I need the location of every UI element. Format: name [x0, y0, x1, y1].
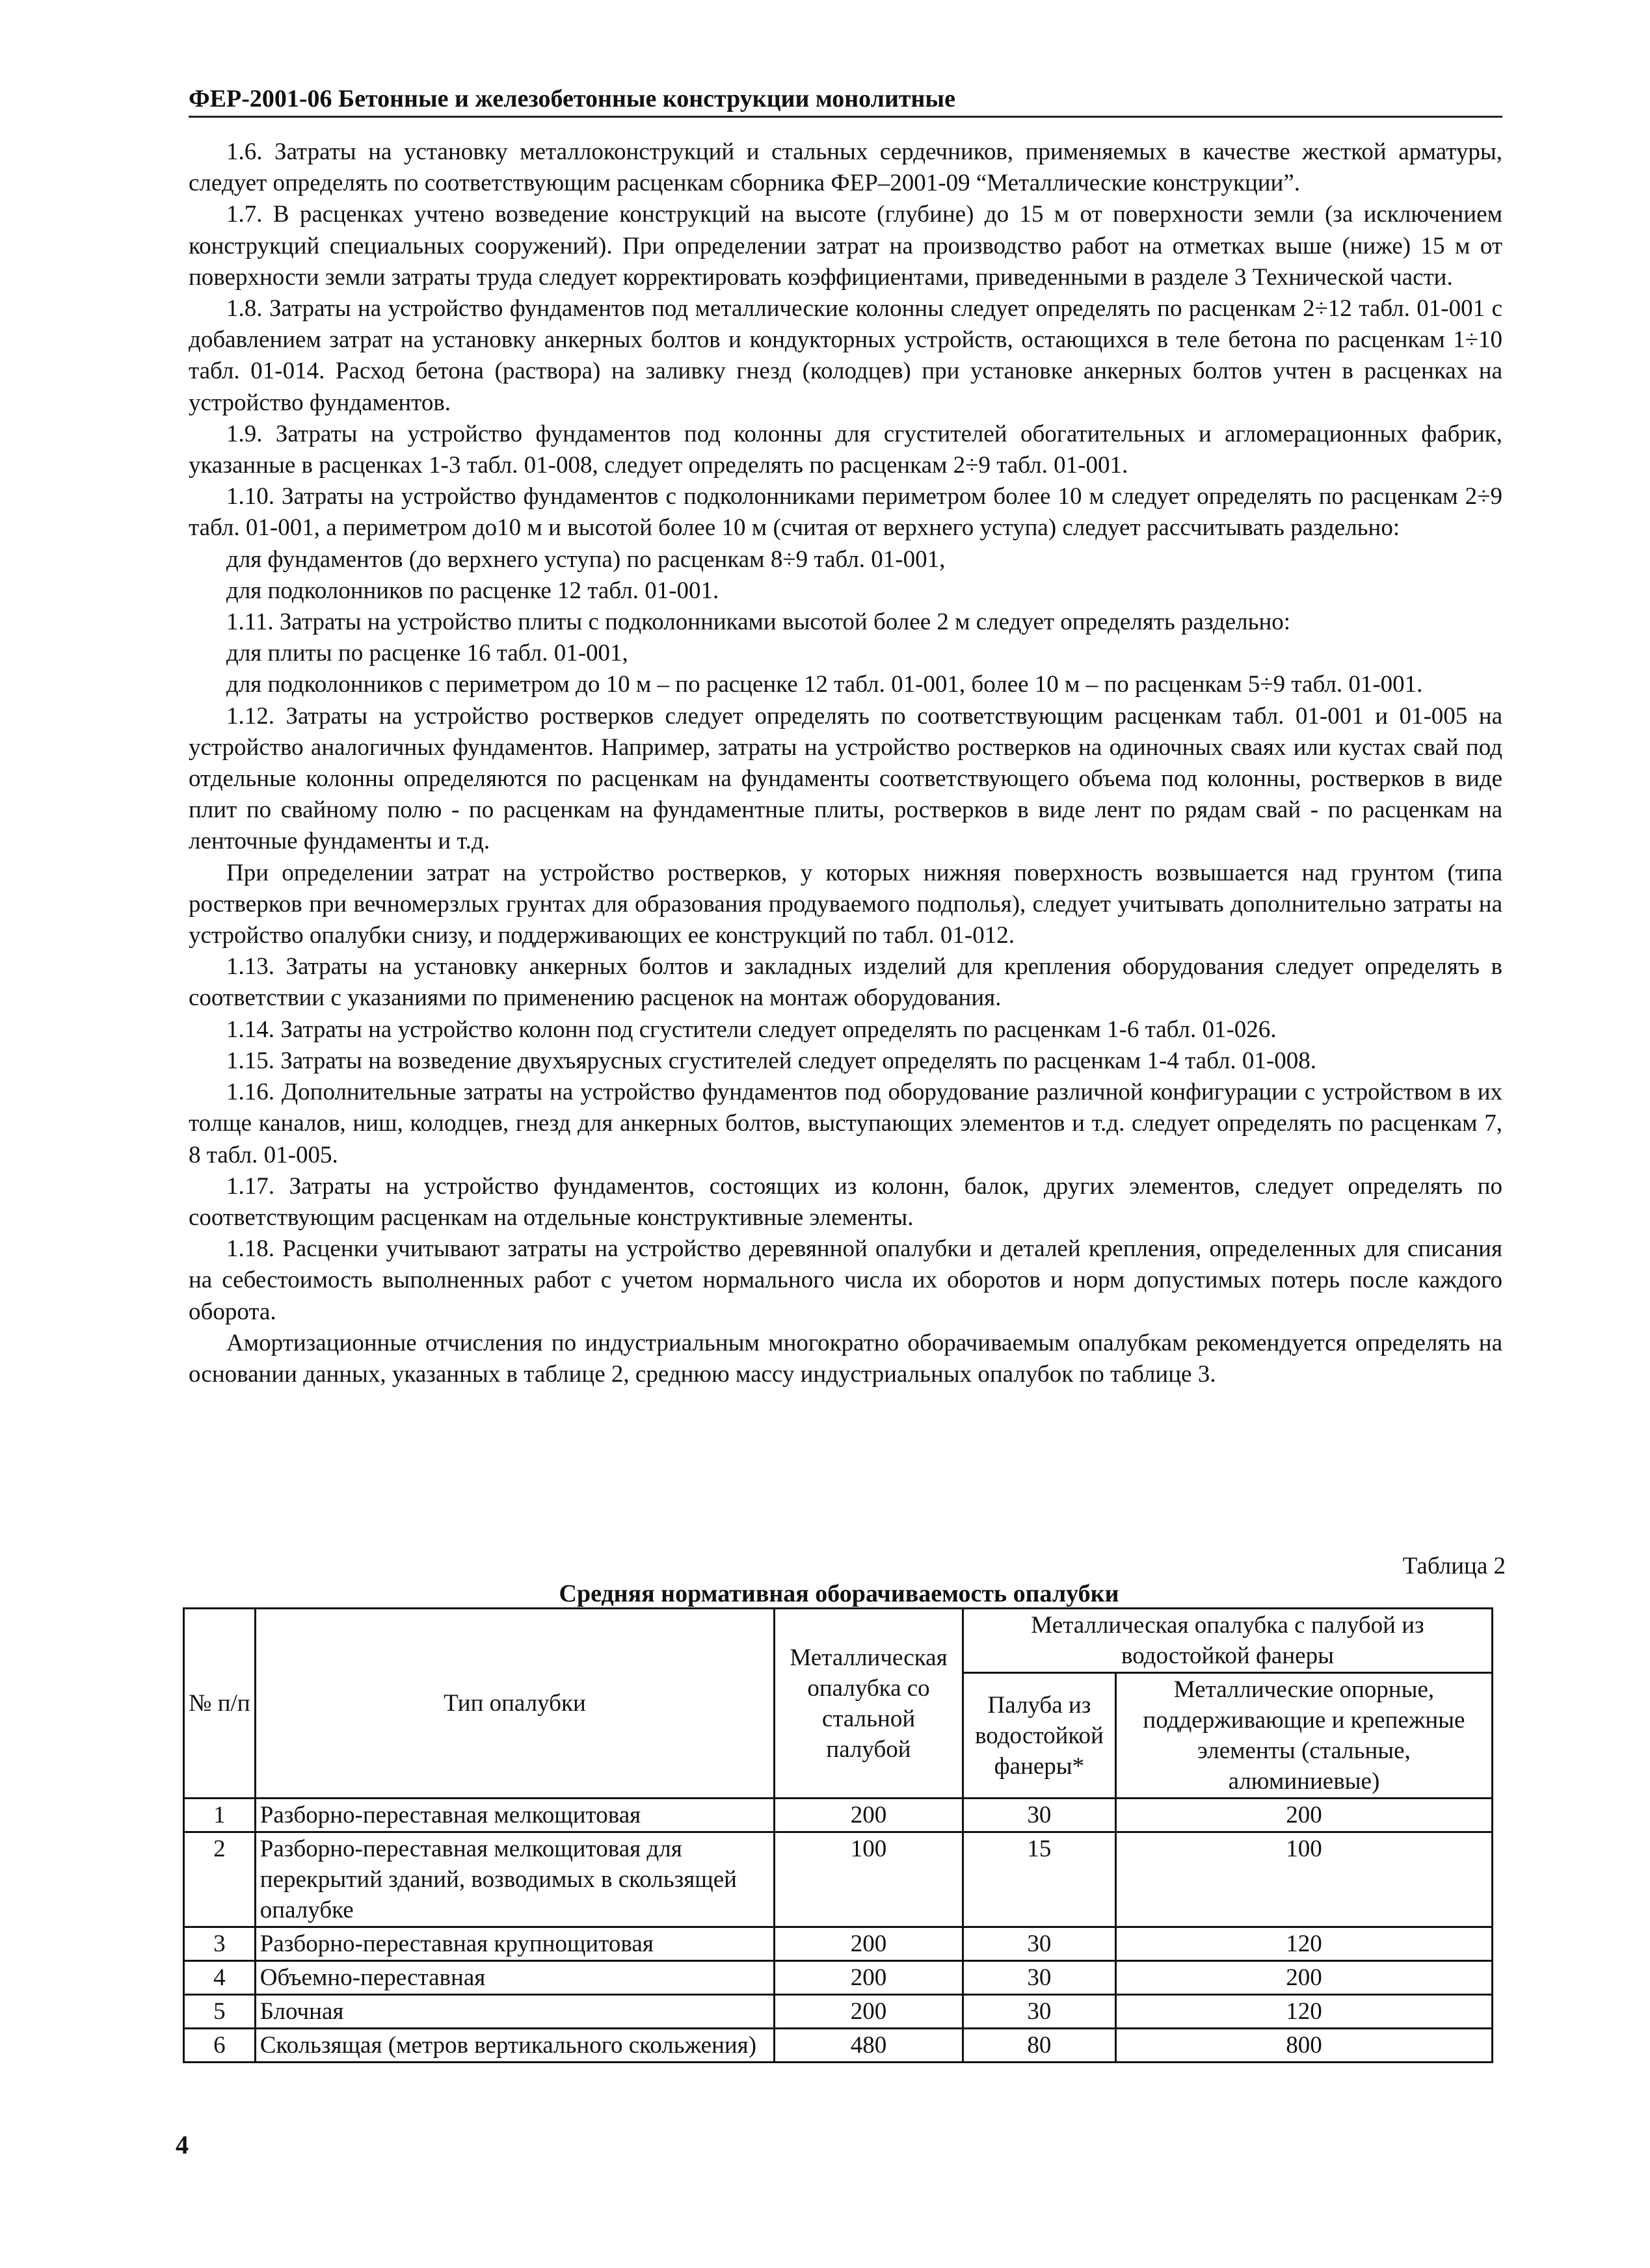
- row-type: Скользящая (метров вертикального скольжения): [255, 2029, 774, 2063]
- row-elements: 120: [1115, 1995, 1492, 2029]
- running-header: ФЕР-2001-06 Бетонные и железобетонные конструкции монолитные: [189, 83, 1502, 118]
- row-plywood: 30: [963, 1995, 1115, 2029]
- paragraph-1-17: 1.17. Затраты на устройство фундаментов, состоящих из колонн, балок, других элементов, следует определять по соответствующим расценкам на отдельные конструктивные элементы.: [189, 1172, 1502, 1231]
- header-num: № п/п: [184, 1609, 256, 1799]
- paragraph-1-9: 1.9. Затраты на устройство фундаментов под колонны для сгустителей обогатительных и агломерационных фабрик, указанные в расценках 1-3 табл. 01-008, следует определять по расценкам 2÷9 табл. 01-001.: [189, 420, 1502, 479]
- row-type: Разборно-переставная крупнощитовая: [255, 1927, 774, 1961]
- row-metal: 200: [775, 1927, 963, 1961]
- row-metal: 100: [775, 1832, 963, 1927]
- row-metal: 480: [775, 2029, 963, 2063]
- paragraph-1-12-note: При определении затрат на устройство ростверков, у которых нижняя поверхность возвышается над грунтом (типа ростверков при вечномерзлых грунтах для образования продуваемого подполья), следует учитывать дополнительно затраты на устройство опалубки снизу, и поддерживающих ее конструкций по табл. 01-012.: [189, 859, 1502, 949]
- paragraph-amortization: Амортизационные отчисления по индустриальным многократно оборачиваемым опалубкам рекомендуется определять на основании данных, указанных в таблице 2, среднюю массу индустриальных опалубок по таблице 3.: [189, 1329, 1502, 1388]
- paragraph-1-8: 1.8. Затраты на устройство фундаментов под металлические колонны следует определять по расценкам 2÷12 табл. 01-001 с добавлением затрат на установку анкерных болтов и кондукторных устройств, остающихся в теле бетона по расценкам 1÷10 табл. 01-014. Расход бетона (раствора) на заливку гнезд (колодцев) при установке анкерных болтов учтен в расценках на устройство фундаментов.: [189, 295, 1502, 416]
- paragraph-1-11-item-a: для плиты по расценке 16 табл. 01-001,: [226, 640, 628, 667]
- paragraph-1-6: 1.6. Затраты на установку металлоконструкций и стальных сердечников, применяемых в качестве жесткой арматуры, следует определять по соответствующим расценкам сборника ФЕР–2001-09 “Металлические конструкции”.: [189, 138, 1502, 197]
- row-type: Разборно-переставная мелкощитовая: [255, 1799, 774, 1832]
- row-metal: 200: [775, 1799, 963, 1832]
- paragraph-1-11: 1.11. Затраты на устройство плиты с подколонниками высотой более 2 м следует определять раздельно:: [226, 609, 1291, 636]
- formwork-turnover-table: [183, 1607, 1493, 2063]
- header-plywood-group: Металлическая опалубка с палубой из водостойкой фанеры: [963, 1609, 1492, 1673]
- paragraph-1-11-item-b: для подколонников с периметром до 10 м – по расценке 12 табл. 01-001, более 10 м – по расценкам 5÷9 табл. 01-001.: [226, 671, 1423, 698]
- row-plywood: 15: [963, 1832, 1115, 1927]
- body-text: [189, 137, 1502, 1390]
- page-number: 4: [176, 2130, 189, 2159]
- row-elements: 800: [1115, 2029, 1492, 2063]
- row-num: 3: [184, 1927, 256, 1961]
- row-plywood: 30: [963, 1927, 1115, 1961]
- table-caption: Таблица 2: [1402, 1553, 1506, 1579]
- row-type: Разборно-переставная мелкощитовая для перекрытий зданий, возводимых в скользящей опалубке: [255, 1832, 774, 1927]
- row-elements: 120: [1115, 1927, 1492, 1961]
- paragraph-1-18: 1.18. Расценки учитывают затраты на устройство деревянной опалубки и деталей крепления, определенных для списания на себестоимость выполненных работ с учетом нормального числа их оборотов и норм допустимых потерь после каждого оборота.: [189, 1235, 1502, 1325]
- paragraph-1-15: 1.15. Затраты на возведение двухъярусных сгустителей следует определять по расценкам 1-4 табл. 01-008.: [226, 1047, 1317, 1074]
- row-elements: 200: [1115, 1799, 1492, 1832]
- row-elements: 100: [1115, 1832, 1492, 1927]
- paragraph-1-10-item-b: для подколонников по расценке 12 табл. 01-001.: [226, 577, 719, 604]
- header-elements: Металлические опорные, поддерживающие и крепежные элементы (стальные, алюминиевые): [1115, 1673, 1492, 1799]
- row-metal: 200: [775, 1995, 963, 2029]
- paragraph-1-10: 1.10. Затраты на устройство фундаментов с подколонниками периметром более 10 м следует определять по расценкам 2÷9 табл. 01-001, а периметром до10 м и высотой более 10 м (считая от верхнего уступа) следует рассчитывать раздельно:: [189, 483, 1502, 542]
- row-num: 6: [184, 2029, 256, 2063]
- header-metal: Металлическая опалубка со стальной палубой: [775, 1609, 963, 1799]
- paragraph-1-7: 1.7. В расценках учтено возведение конструкций на высоте (глубине) до 15 м от поверхности земли (за исключением конструкций специальных сооружений). При определении затрат на производство работ на отметках выше (ниже) 15 м от поверхности земли затраты труда следует корректировать коэффициентами, приведенными в разделе 3 Технической части.: [189, 201, 1502, 291]
- header-type: Тип опалубки: [255, 1609, 774, 1799]
- table-row: [184, 1961, 1493, 1995]
- row-type: Объемно-переставная: [255, 1961, 774, 1995]
- row-plywood: 30: [963, 1799, 1115, 1832]
- table-row: [184, 1995, 1493, 2029]
- table-header-row: [184, 1609, 1493, 1673]
- table-row: [184, 1927, 1493, 1961]
- paragraph-1-16: 1.16. Дополнительные затраты на устройство фундаментов под оборудование различной конфигурации с устройством в их толще каналов, ниш, колодцев, гнезд для анкерных болтов, выступающих элементов и т.д. следует определять по расценкам 7, 8 табл. 01-005.: [189, 1079, 1502, 1168]
- row-metal: 200: [775, 1961, 963, 1995]
- row-elements: 200: [1115, 1961, 1492, 1995]
- row-plywood: 30: [963, 1961, 1115, 1995]
- row-num: 5: [184, 1995, 256, 2029]
- paragraph-1-14: 1.14. Затраты на устройство колонн под сгустители следует определять по расценкам 1-6 табл. 01-026.: [226, 1016, 1277, 1043]
- paragraph-1-10-item-a: для фундаментов (до верхнего уступа) по расценкам 8÷9 табл. 01-001,: [226, 546, 946, 573]
- paragraph-1-13: 1.13. Затраты на установку анкерных болтов и закладных изделий для крепления оборудования следует определять в соответствии с указаниями по применению расценок на монтаж оборудования.: [189, 953, 1502, 1012]
- table-title: Средняя нормативная оборачиваемость опалубки: [559, 1580, 1119, 1607]
- header-plywood: Палуба из водостойкой фанеры*: [963, 1673, 1115, 1799]
- row-plywood: 80: [963, 2029, 1115, 2063]
- row-num: 4: [184, 1961, 256, 1995]
- table-row: [184, 2029, 1493, 2063]
- row-num: 1: [184, 1799, 256, 1832]
- row-type: Блочная: [255, 1995, 774, 2029]
- table-row: [184, 1832, 1493, 1927]
- table-row: [184, 1799, 1493, 1832]
- row-num: 2: [184, 1832, 256, 1927]
- paragraph-1-12: 1.12. Затраты на устройство ростверков следует определять по соответствующим расценкам табл. 01-001 и 01-005 на устройство аналогичных фундаментов. Например, затраты на устройство ростверков на одиночных сваях или кустах свай под отдельные колонны определяются по расценкам на фундаменты соответствующего объема под колонны, ростверков в виде плит по свайному полю - по расценкам на фундаментные плиты, ростверков в виде лент по рядам свай - по расценкам на ленточные фундаменты и т.д.: [189, 702, 1502, 855]
